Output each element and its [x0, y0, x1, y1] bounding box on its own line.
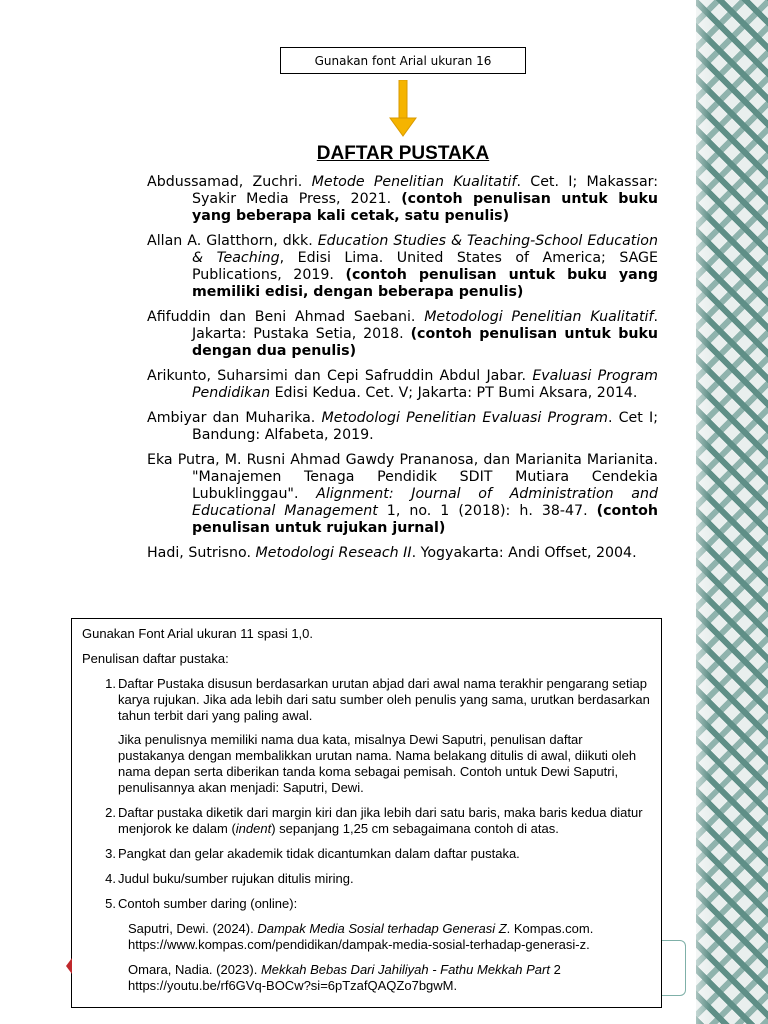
- reference-list: [147, 174, 658, 620]
- guidelines-box: [71, 618, 662, 1008]
- guide-item: [106, 846, 651, 862]
- reference-entry: Arikunto, Suharsimi dan Cepi Safruddin Abdul Jabar. Evaluasi Program Pendidikan Edisi Kedua. Cet. V; Jakarta: PT Bumi Aksara, 2014.: [147, 368, 658, 401]
- guide-item-subtext: Jika penulisnya memiliki nama dua kata, misalnya Dewi Saputri, penulisan daftar pustakanya dengan membalikkan urutan nama. Nama belakang ditulis di awal, diikuti oleh nama depan serta diberikan tanda koma sebagai pemisah. Contoh untuk Dewi Saputri, penulisannya akan menjadi: Saputri, Dewi.: [118, 732, 637, 795]
- guide-item-text: Contoh sumber daring (online):: [118, 896, 298, 911]
- guide-item: [106, 676, 651, 796]
- reference-entry: Afifuddin dan Beni Ahmad Saebani. Metodologi Penelitian Kualitatif. Jakarta: Pustaka Setia, 2018. (contoh penulisan untuk buku dengan dua penulis): [147, 309, 658, 359]
- reference-entry: Ambiyar dan Muharika. Metodologi Penelitian Evaluasi Program. Cet I; Bandung: Alfabeta, 2019.: [147, 410, 658, 443]
- guide-item-text: Judul buku/sumber rujukan ditulis miring.: [118, 871, 354, 886]
- guide-item: [106, 896, 651, 912]
- guide-item-number: 3.: [105, 846, 116, 861]
- guide-list: [82, 676, 651, 912]
- guide-intro: Penulisan daftar pustaka:: [82, 651, 229, 666]
- decorative-frame: [662, 940, 686, 996]
- guide-item-text: Daftar pustaka diketik dari margin kiri dan jika lebih dari satu baris, maka baris kedua diatur menjorok ke dalam (indent) sepanjang 1,25 cm sebagaimana contoh di atas.: [118, 805, 643, 836]
- guide-font-note: Gunakan Font Arial ukuran 11 spasi 1,0.: [82, 626, 314, 641]
- down-arrow-icon: [388, 80, 418, 138]
- reference-entry: Eka Putra, M. Rusni Ahmad Gawdy Prananosa, dan Marianita Marianita. "Manajemen Tenaga Pendidik SDIT Mutiara Cendekia Lubuklinggau". Alignment: Journal of Administration and Educational Management 1, no. 1 (2018): h. 38-47. (contoh penulisan untuk rujukan jurnal): [147, 452, 658, 536]
- online-example: Omara, Nadia. (2023). Mekkah Bebas Dari Jahiliyah - Fathu Mekkah Part 2 https://youtu.be/rf6GVq-BOCw?si=6pTzafQAQZo7bgwM.: [128, 962, 561, 993]
- guide-item: [106, 871, 651, 887]
- reference-entry: Allan A. Glatthorn, dkk. Education Studies & Teaching-School Education & Teaching, Edisi Lima. United States of America; SAGE Publications, 2019. (contoh penulisan untuk buku yang memiliki edisi, dengan beberapa penulis): [147, 233, 658, 300]
- pattern-fade: [680, 0, 710, 1024]
- guide-item-number: 4.: [105, 871, 116, 886]
- reference-entry: Hadi, Sutrisno. Metodologi Reseach II. Yogyakarta: Andi Offset, 2004.: [147, 545, 637, 561]
- guide-item: [106, 805, 651, 837]
- guide-item-number: 5.: [105, 896, 116, 911]
- guide-item-number: 2.: [105, 805, 116, 820]
- guide-item-number: 1.: [105, 676, 116, 691]
- header-font-note: Gunakan font Arial ukuran 16: [280, 47, 526, 74]
- red-triangle-icon: [66, 958, 72, 974]
- page-title: DAFTAR PUSTAKA: [316, 143, 490, 164]
- online-example: Saputri, Dewi. (2024). Dampak Media Sosial terhadap Generasi Z. Kompas.com. https://www.kompas.com/pendidikan/dampak-media-sosial-terhadap-generasi-z.: [128, 921, 594, 952]
- guide-item-text: Daftar Pustaka disusun berdasarkan urutan abjad dari awal nama terakhir pengarang setiap karya rujukan. Jika ada lebih dari satu sumber oleh penulis yang sama, urutkan berdasarkan tahun terbit dari yang paling awal.: [118, 676, 650, 723]
- guide-item-text: Pangkat dan gelar akademik tidak dicantumkan dalam daftar pustaka.: [118, 846, 520, 861]
- reference-entry: Abdussamad, Zuchri. Metode Penelitian Kualitatif. Cet. I; Makassar: Syakir Media Press, 2021. (contoh penulisan untuk buku yang beberapa kali cetak, satu penulis): [147, 174, 658, 224]
